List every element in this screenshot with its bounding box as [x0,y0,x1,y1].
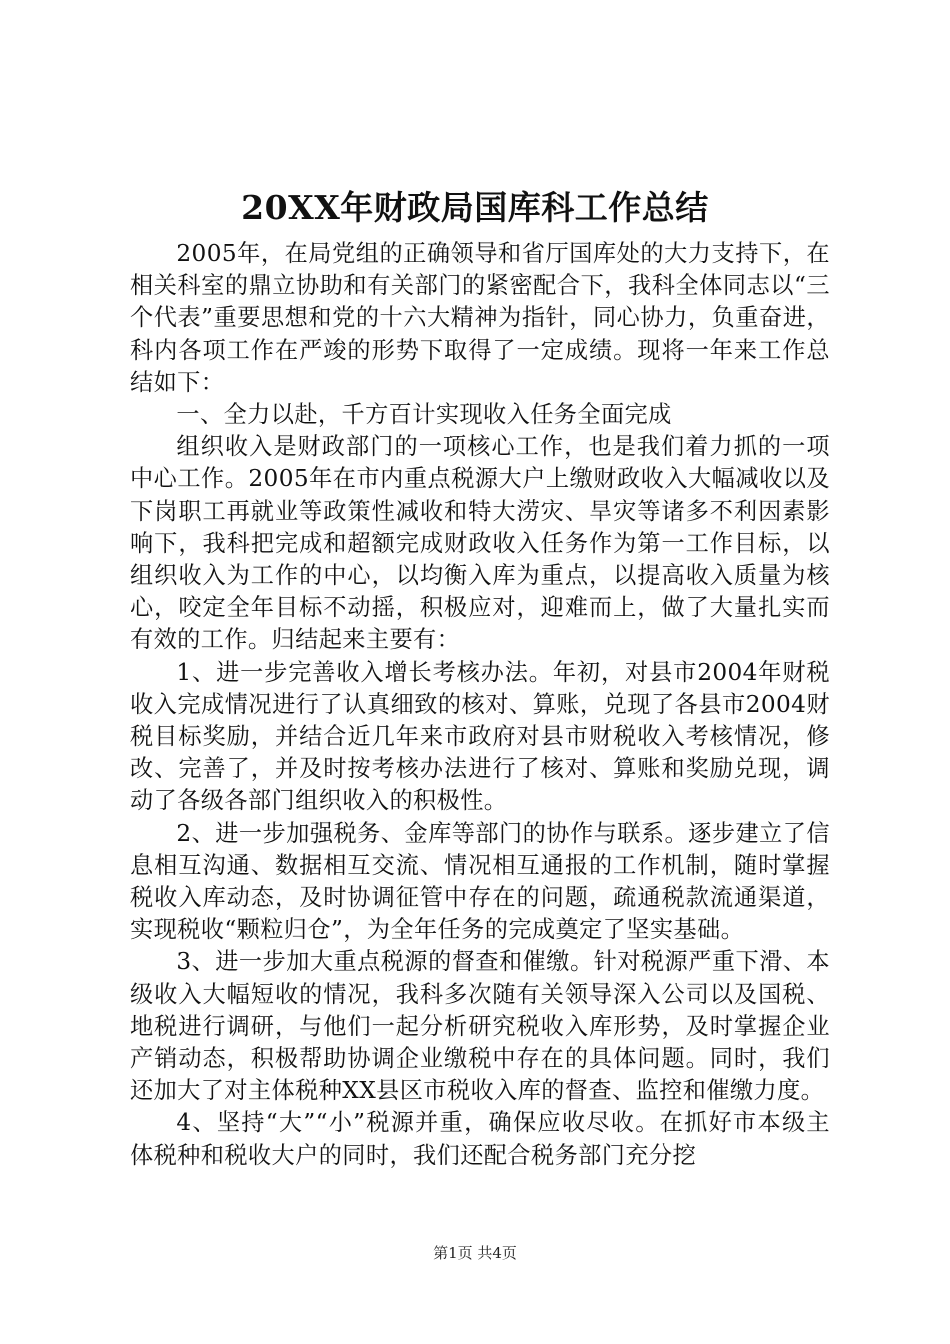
section-heading-1: 一、全力以赴，千方百计实现收入任务全面完成 [176,401,672,429]
document-body [130,238,830,1172]
paragraph-section-1: 组织收入是财政部门的一项核心工作，也是我们着力抓的一项中心工作。2005年在市内重点税源大户上缴财政收入大幅减收以及下岗职工再就业等政策性减收和特大涝灾、旱灾等诸多不利因素影响下，我科把完成和超额完成财政收入任务作为第一工作目标，以组织收入为工作的中心，以均衡入库为重点，以提高收入质量为核心，咬定全年目标不动摇，积极应对，迎难而上，做了大量扎实而有效的工作。归结起来主要有： [130,433,830,654]
paragraph-item-1: 1、进一步完善收入增长考核办法。年初，对县市2004年财税收入完成情况进行了认真细致的核对、算账，兑现了各县市2004财税目标奖励，并结合近几年来市政府对县市财税收入考核情况，修改、完善了，并及时按考核办法进行了核对、算账和奖励兑现，调动了各级各部门组织收入的积极性。 [130,658,830,815]
paragraph-item-2: 2、进一步加强税务、金库等部门的协作与联系。逐步建立了信息相互沟通、数据相互交流、情况相互通报的工作机制，随时掌握税收入库动态，及时协调征管中存在的问题，疏通税款流通渠道，实现税收“颗粒归仓”，为全年任务的完成奠定了坚实基础。 [130,819,830,944]
paragraph-item-3: 3、进一步加大重点税源的督查和催缴。针对税源严重下滑、本级收入大幅短收的情况，我科多次随有关领导深入公司以及国税、地税进行调研，与他们一起分析研究税收入库形势，及时掌握企业产销动态，积极帮助协调企业缴税中存在的具体问题。同时，我们还加大了对主体税种XX县区市税收入库的督查、监控和催缴力度。 [130,948,830,1105]
page-footer: 第1页 共4页 [433,1244,517,1262]
paragraph-item-4: 4、坚持“大”“小”税源并重，确保应收尽收。在抓好市本级主体税种和税收大户的同时，我们还配合税务部门充分挖 [130,1109,830,1169]
document-title: 20XX年财政局国库科工作总结 [241,188,709,227]
paragraph-intro: 2005年，在局党组的正确领导和省厅国库处的大力支持下，在相关科室的鼎立协助和有关部门的紧密配合下，我科全体同志以“三个代表”重要思想和党的十六大精神为指针，同心协力，负重奋进，科内各项工作在严竣的形势下取得了一定成绩。现将一年来工作总结如下： [130,240,830,396]
